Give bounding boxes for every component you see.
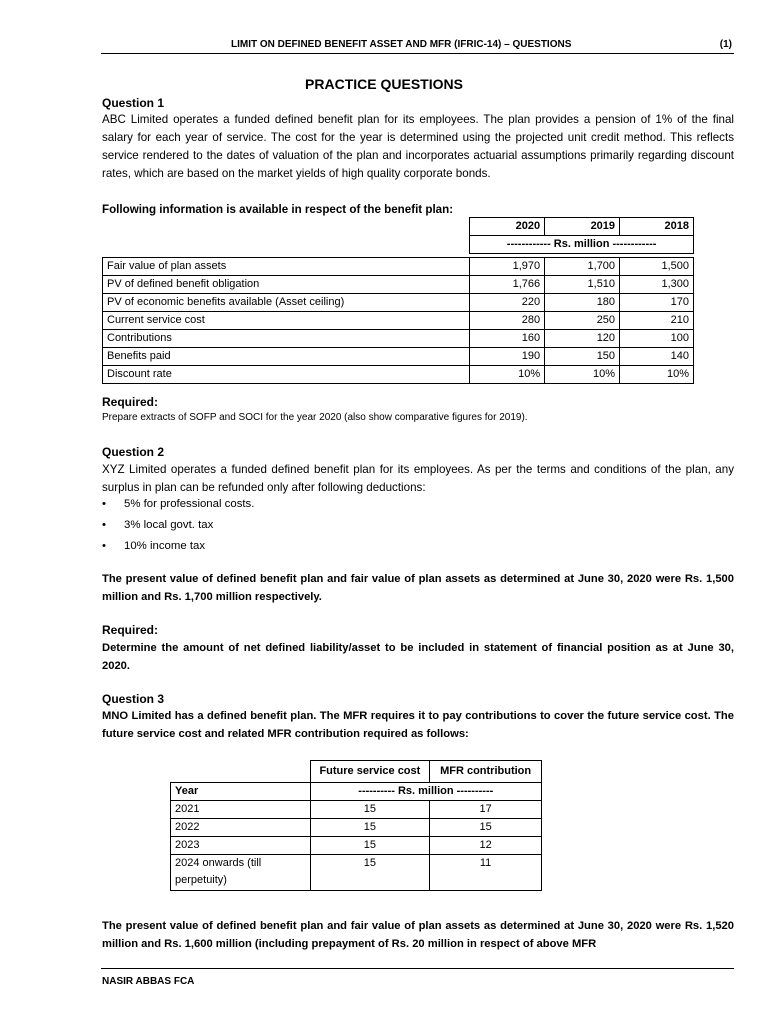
bullet-icon: • [102, 540, 106, 552]
unit-label: ------------ Rs. million ------------ [470, 236, 694, 254]
footer-divider [101, 968, 734, 969]
benefit-plan-table [102, 217, 694, 384]
page-number: (1) [719, 39, 732, 50]
bullet-icon: • [102, 498, 106, 510]
document-title: PRACTICE QUESTIONS [305, 76, 463, 92]
question-1-intro: Following information is available in respect of the benefit plan: [102, 203, 454, 216]
question-2-required-label: Required: [102, 623, 159, 637]
page-header [101, 38, 734, 54]
question-2-body: XYZ Limited operates a funded defined benefit plan for its employees. As per the terms and conditions of the plan, any surplus in plan can be refunded only after following deductions: [102, 463, 734, 494]
question-2-heading: Question 2 [102, 445, 165, 459]
question-1-required-label: Required: [102, 395, 159, 409]
question-2-para: The present value of defined benefit plan and fair value of plan assets as determined at June 30, 2020 were Rs. 1,500 million and Rs. 1,700 million respectively. [102, 573, 734, 603]
question-3-para: The present value of defined benefit plan and fair value of plan assets as determined at June 30, 2020 were Rs. 1,520 million and Rs. 1,600 million (including prepayment of Rs. 20 million in respect of above MFR [102, 920, 734, 950]
question-3-heading: Question 3 [102, 692, 165, 706]
question-3-body: MNO Limited has a defined benefit plan. The MFR requires it to pay contributions to cover the future service cost. The future service cost and related MFR contribution required as follows: [102, 710, 734, 740]
year-header: 2020 [470, 218, 545, 236]
table-row: Contributions 160 120 100 [103, 330, 694, 348]
table-row: Fair value of plan assets 1,970 1,700 1,500 [103, 258, 694, 276]
header-title: LIMIT ON DEFINED BENEFIT ASSET AND MFR (IFRIC-14) – QUESTIONS [231, 39, 572, 50]
question-2-required-text: Determine the amount of net defined liability/asset to be included in statement of financial position as at June 30, 2020. [102, 642, 734, 672]
future-service-cost-header: Future service cost [310, 761, 430, 783]
mfr-contribution-header: MFR contribution [430, 761, 542, 783]
table-row: Discount rate 10% 10% 10% [103, 366, 694, 384]
question-1-required-text: Prepare extracts of SOFP and SOCI for the year 2020 (also show comparative figures for 2019). [102, 412, 528, 423]
year-header: 2019 [545, 218, 620, 236]
table-row: 2023 15 12 [171, 837, 542, 855]
question-1-heading: Question 1 [102, 96, 165, 110]
table-row: Benefits paid 190 150 140 [103, 348, 694, 366]
bullet-icon: • [102, 519, 106, 531]
mfr-table [170, 760, 542, 891]
table-row: 2021 15 17 [171, 801, 542, 819]
year-label: Year [171, 783, 311, 801]
table-row: PV of economic benefits available (Asset ceiling) 220 180 170 [103, 294, 694, 312]
table-row: Current service cost 280 250 210 [103, 312, 694, 330]
table-row: PV of defined benefit obligation 1,766 1,510 1,300 [103, 276, 694, 294]
question-1-body: ABC Limited operates a funded defined benefit plan for its employees. The plan provides a pension of 1% of the final salary for each year of service. The cost for the year is determined using the projected unit credit method. This reflects service rendered to the dates of valuation of the plan and incorporates actuarial assumptions primarily regarding discount rates, which are based on the market yields of high quality corporate bonds. [102, 113, 734, 180]
footer-author: NASIR ABBAS FCA [102, 976, 195, 987]
unit-label: ---------- Rs. million ---------- [310, 783, 541, 801]
year-header: 2018 [620, 218, 694, 236]
table-row: 2022 15 15 [171, 819, 542, 837]
table-row: 2024 onwards (till perpetuity) 15 11 [171, 855, 542, 891]
